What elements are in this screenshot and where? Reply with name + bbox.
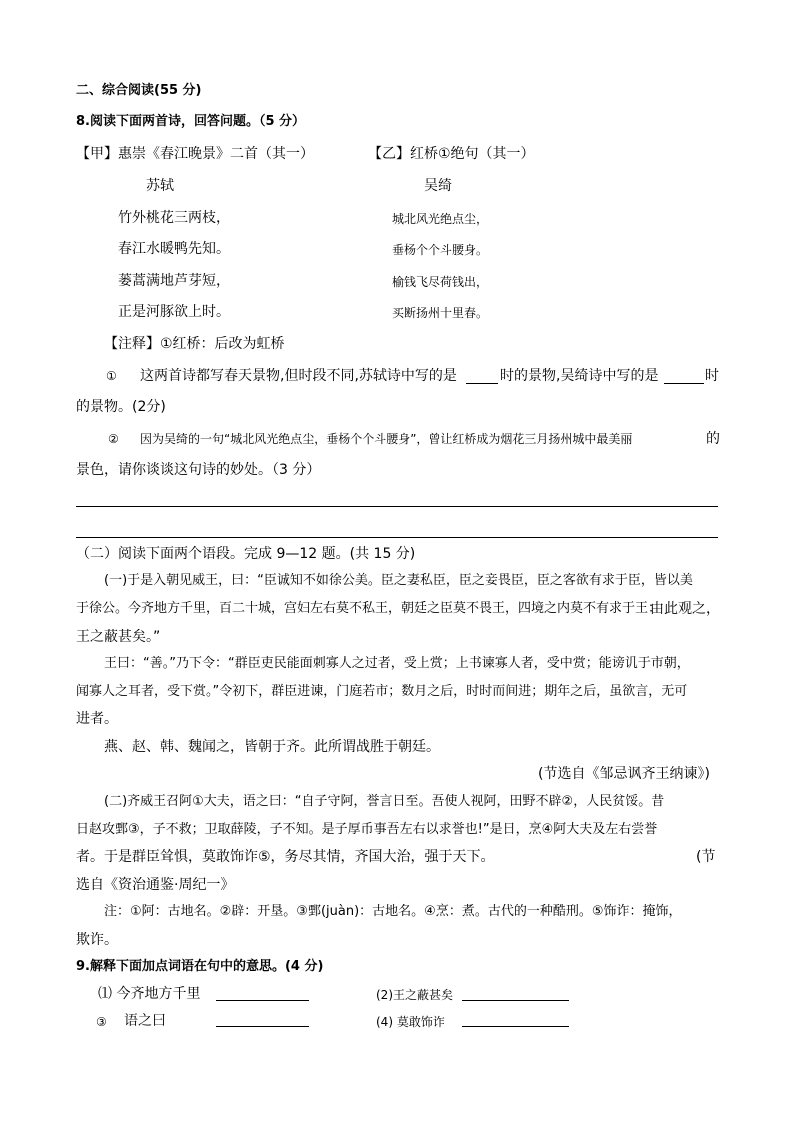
poem-b-line: 垂杨个个斗腰身。 [392, 243, 489, 257]
source-citation-2a: (节 [696, 849, 716, 865]
poem-a-line: 正是河豚欲上时。 [118, 304, 230, 320]
question-8-2-text-a: 因为吴绮的一句“城北风光绝点尘，垂杨个个斗腰身”，曾让红桥成为烟花三月扬州城中最美丽 [140, 432, 633, 446]
question-9-item-3: 语之曰 [124, 1013, 166, 1029]
poem-a-line: 春江水暖鸭先知。 [118, 241, 230, 257]
passage-1-line: 王之蔽甚矣。” [76, 629, 161, 645]
poem-a-line: 蒌蒿满地芦芽短， [118, 273, 230, 289]
answer-blank[interactable] [216, 1000, 309, 1001]
notes-line: 欺诈。 [76, 932, 118, 948]
poem-b-line: 买断扬州十里春。 [392, 306, 489, 320]
question-9-item-3-number: ③ [96, 1015, 107, 1029]
passage-4-line: 者。于是群臣耸惧，莫敢饰诈⑤，务尽其情，齐国大治，强于天下。 [76, 849, 495, 865]
question-8-1-text-d: 的景物。(2分) [76, 399, 166, 415]
answer-blank[interactable] [462, 1000, 569, 1001]
question-8-heading: 8.阅读下面两首诗，回答问题。（5 分） [76, 114, 306, 129]
poem-note: 【注释】①红桥：后改为虹桥 [104, 336, 285, 352]
question-8-1-text-a: 这两首诗都写春天景物,但时段不同,苏轼诗中写的是 [140, 368, 457, 384]
answer-blank[interactable] [664, 383, 704, 384]
question-9-item-1: ⑴ 今齐地方千里 [98, 986, 201, 1002]
poem-b-author: 吴绮 [424, 178, 452, 194]
passage-1-line: (一)于是入朝见威王，曰：“臣诚知不如徐公美。臣之妻私臣，臣之妾畏臣，臣之客欲有求于臣，皆以美 [104, 573, 693, 588]
passage-2-line: 进者。 [76, 711, 118, 727]
answer-blank[interactable] [462, 1026, 569, 1027]
question-8-1-number: ① [106, 369, 117, 383]
poem-a-title: 【甲】惠崇《春江晚景》二首（其一） [76, 146, 314, 162]
source-citation-2b: 选自《资治通鉴·周纪一》 [76, 877, 235, 893]
poem-b-line: 城北风光绝点尘， [392, 212, 489, 226]
poem-b-title: 【乙】红桥①绝句（其一） [368, 146, 535, 162]
part-2-heading: （二）阅读下面两个语段。完成 9—12 题。(共 15 分) [76, 546, 416, 562]
passage-2-line: 闻寡人之耳者，受下赏。”令初下，群臣进谏，门庭若市；数月之后，时时而间进；期年之后，虽欲言，无可 [76, 684, 688, 699]
question-8-2-number: ② [108, 432, 119, 446]
question-8-2-text-b: 的 [706, 431, 720, 447]
notes-line: 注：①阿：古地名。②辟：开垦。③鄄(juàn)：古地名。④烹：煮。古代的一种酷刑。⑤饰诈：掩饰， [104, 904, 682, 919]
question-8-1-text-b: 时的景物,吴绮诗中写的是 [500, 368, 659, 384]
answer-blank[interactable] [216, 1026, 309, 1027]
poem-b-line: 榆钱飞尽荷钱出， [392, 275, 489, 289]
passage-1-line: 由此观之， [650, 601, 720, 617]
answer-blank[interactable] [466, 383, 498, 384]
question-9-item-2: (2)王之蔽甚矣 [376, 988, 453, 1002]
passage-3-line: 燕、赵、韩、魏闻之，皆朝于齐。此所谓战胜于朝廷。 [104, 739, 440, 755]
passage-4-line: (二)齐威王召阿①大夫，语之曰：“自子守阿，誉言日至。吾使人视阿，田野不辟②，人民贫馁。昔 [104, 794, 665, 809]
answer-line[interactable] [76, 537, 718, 538]
passage-1-line: 于徐公。今齐地方千里，百二十城，宫妇左右莫不私王，朝廷之臣莫不畏王，四境之内莫不有求于王： [76, 601, 662, 616]
poem-a-line: 竹外桃花三两枝， [118, 210, 230, 226]
question-9-item-4: (4) 莫敢饰诈 [376, 1015, 445, 1029]
section-heading: 二、综合阅读(55 分) [76, 83, 202, 98]
source-citation-1: (节选自《邹忌讽齐王纳谏》) [538, 766, 710, 782]
passage-2-line: 王曰：“善。”乃下令：“群臣吏民能面刺寡人之过者，受上赏；上书谏寡人者，受中赏；能谤讥于市朝， [104, 656, 690, 671]
passage-4-line: 日赵攻鄄③，子不救；卫取薛陵，子不知。是子厚币事吾左右以求誉也!”是日，烹④阿大夫及左右尝誉 [76, 822, 658, 837]
answer-line[interactable] [76, 506, 718, 507]
poem-a-author: 苏轼 [146, 178, 174, 194]
question-8-1-text-c: 时 [705, 368, 719, 384]
question-8-2-text-c: 景色，请你谈谈这句诗的妙处。（3 分） [76, 462, 321, 478]
question-9-heading: 9.解释下面加点词语在句中的意思。(4 分) [76, 959, 324, 974]
